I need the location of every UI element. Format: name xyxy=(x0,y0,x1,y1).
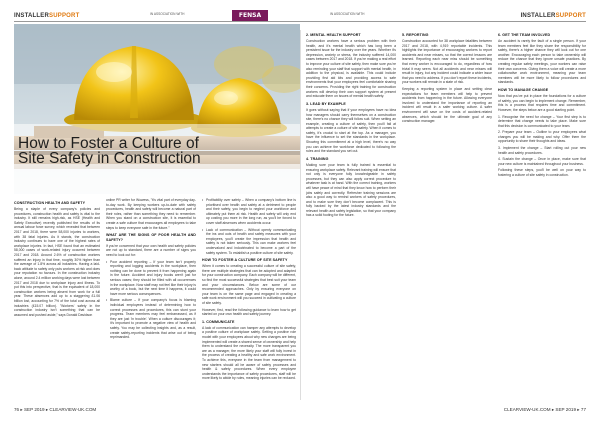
section-get-team-involved: An accident is rarely the fault of a single person. If your team members feel like they share the responsibility for safety, there's a higher chance they will look out for one another. Encouraging each person to take ownership will reduce the chance that they ignore unsafe practices. By creating regular safety meetings, your workers can raise their own concerns. Giving them a voice will create a more collaborative work environment, meaning your team members will be more likely to follow procedures and standards. xyxy=(498,39,586,85)
col1-body: Being a staple of every company's policies and procedures, construction health and safety is vital to the industry. It still remains high-risk, as HSE (Health and Safety Executive) recently published the results of its annual labour force survey, which revealed that between 2017 and 2018, there were 58,000 injuries to workers, with 38 fatal injuries. As it stands, the construction industry continues to have one of the highest rates of workplace injuries. In fact, HSE found that an estimated 58,000 cases of work-related injury occurred between 2017 and 2018. Around 2.6% of construction workers suffered an injury in that time, roughly 30% higher than the average of 1.8% across all industries. Having a laid-back attitude to safety only puts workers at risk and does your reputation no favours. In the construction industry alone, around 2.4 million working days were lost between 2017 and 2018 due to workplace injury and illness. To put this into perspective, that is the equivalent of 18,000 construction workers being absent from work for a full year. These absences add up to a staggering £1.06 billion lost, accounting for 7% of the total cost across all industries (£15.07 billion). "Workers' safety in the construction industry isn't something that can be assumed and pushed aside," says Donald Davidson xyxy=(14,207,100,317)
footer-left: 76 ▸ SEP 2019 ▸ CLEARVIEW-UK.COM xyxy=(14,407,97,412)
text-column-4 xyxy=(306,30,396,404)
section-lead-by-example: It goes without saying that if your employees have no idea how managers should carry themselves on a construction site, there's no chance they will follow suit. When setting an example, creating a culture of safety, then you'll fail at attempts to create a culture of site safety. When it comes to safety, it's crucial to start at the top. As a manager, you have the influence to set the standards in the workplace. Showing this commitment at a high level, there's no way you can achieve the workforce dedicated to following the rules and the standard you set out. xyxy=(306,107,396,154)
step-4: 4. Sustain the change – Once in place, make sure that your new culture is maintained throughout your business. xyxy=(498,157,586,166)
section-reporting: Construction accounted for 38 workplace fatalities between 2017 and 2018, with 4,919 reportable incidents. This highlights the importance of encouraging workers to report accidents and near misses, so that the correct lessons are learned. Reporting each near miss should be something that every worker is encouraged to do, regardless of how trivial it may seem. Not all accidents and near misses will result in injury, but any incident could indicate a wider issue that you need to address. If you don't report these incidents, your workers will remain in a state of risk. xyxy=(402,39,492,85)
heading-reporting: 5. REPORTING xyxy=(402,33,429,37)
signs-list xyxy=(106,260,196,340)
text-column-6 xyxy=(498,30,586,404)
gutter-rule xyxy=(300,30,301,400)
col3-b: However, first, read the following guidance to learn how to get started on your own health and safety journey. xyxy=(202,307,296,317)
section-communicate: A lack of communication can hamper any attempts to develop a positive culture of workplace safety. Setting a positive role model with your employees about why new changes are being implemented will create a shared sense of ownership and help them to understand the necessity. The more transparent you are as a manager, the more likely your staff will fully invest in the process of creating a healthy and safe work environment. To achieve this, everyone in the team from management to new starters should all be aware of safety processes and health & safety procedures. When every employee understands the importance of safety procedures, staff will be more likely to abide by rules, meaning injuries can be reduced. xyxy=(202,325,296,381)
text-column-3 xyxy=(202,198,296,404)
step-3: 3. Implement the change – Start rolling out your new health and safety procedures. xyxy=(498,146,586,155)
section-mental-health: Construction workers have a serious problem with their health, and it's mental health which has long been a persistent issue for the industry over the years. Whether it's depression, anxiety or stress, the industry suffered 14,000 cases between 2017 and 2018. If you're making a real effort to improve your culture of site safety, then make sure you're also reminding your staff that support with mental health, in addition to the physical, is available. This could include providing first aid kits and providing access to safe environments that your employees feel comfortable sharing their concerns. Providing the right training for construction workers will develop their own support system at present and educate them on issues of mental health safety. xyxy=(306,39,396,99)
hero-photo-hard-hats xyxy=(14,24,300,194)
section-manage-change: Now that you've put in place the foundations for a culture of safety, you can begin to implement change. Remember, this is a process that requires time and commitment. However, the steps below are a good starting point. xyxy=(498,94,586,112)
heading-manage-change: HOW TO MANAGE CHANGE xyxy=(498,88,549,93)
publisher-line-left: IN ASSOCIATION WITH xyxy=(150,12,185,16)
publisher-line-right: IN ASSOCIATION WITH xyxy=(330,12,365,16)
step-2: 2. Prepare your team – Outline to your employees what changes you will be making and why. Offer them the opportunity to share their thoughts and ideas. xyxy=(498,130,586,144)
header-rule-left xyxy=(14,21,300,22)
text-column-5 xyxy=(402,30,492,404)
closing-paragraph: Following these steps, you'll be well on your way to fostering a culture of site safety in construction. xyxy=(498,168,586,178)
signs-list-cont xyxy=(202,198,296,255)
fensa-logo: FENSA xyxy=(232,10,268,22)
col2-what: If you're concerned that your own health and safety policies are not up to standard, there are a number of signs you need to look out for: xyxy=(106,243,196,258)
heading-communicate: 1. COMMUNICATE xyxy=(202,319,235,324)
list-item: • Poor accident reporting – If your team isn't properly reporting and logging accidents in the workplace, then nothing can be done to prevent it from happening again in the future. Accident and injury books aren't just for serious cases; they should be filled with all occurrences in the workplace. Now staff may not feel like their injury is worthy of a book, but the next time it happens, it could have more serious consequences. xyxy=(106,260,196,297)
col3-how: When it comes to creating a successful culture of site safety, there are multiple strategies that can be adopted and adapted for your construction company. Each company will be different, so find the most successful strategies that best suit your team and your circumstances. Below are some of our recommended approaches. Only by ensuring everyone on your team is on the same page and engaged in creating a safe work environment will you succeed in cultivating a culture of site safety. xyxy=(202,264,296,305)
heading-what-signs: WHAT ARE THE SIGNS OF POOR HEALTH AND SAFETY? xyxy=(106,233,196,242)
heading-how-to-foster: HOW TO FOSTER A CULTURE OF SITE SAFETY xyxy=(202,258,288,263)
heading-get-team-involved: 6. GET THE TEAM INVOLVED xyxy=(498,33,551,37)
list-item: • Profitability over safety – When a company's bottom line is prioritised over health and safety at a detriment to people and their safety, you begin to neglect your workforce and ultimately put them at risk. Health and safety will only end up costing you more in the long run, as you'll be forced to cover staff absences when accidents occur. xyxy=(202,198,296,226)
step-1: 1. Recognise the need for change – Your first step is to determine that change needs to take place. Make sure that this decision is communicated to your team. xyxy=(498,114,586,128)
section-label-right: INSTALLERSUPPORT xyxy=(520,13,586,19)
heading-lead-by-example: 3. LEAD BY EXAMPLE xyxy=(306,101,346,106)
section-reporting-b: Keeping a reporting system in place and setting clear expectations for team members will help to prevent accidents from happening in the future. Allowing everyone involved to understand the importance of reporting an incident will result in a safer working culture. A safer environment will save on the costs of accident-related absences, which should be the ultimate goal of any construction manager. xyxy=(402,87,492,124)
heading-training: 4. TRAINING xyxy=(306,156,329,161)
section-training: Making sure your team is fully trained is essential to ensuring workplace safety. Relevant training will ensure that not only is everyone fully knowledgeable in safety processes, but they can also apply correct procedure to whatever task is at hand. With the correct training, workers will have peace of mind that they know how to perform their jobs safely and correctly. Refresher training sessions are also a good way to remind workers of safety procedures, and to make sure they don't become complacent. This is fully backed by the latest industry standards and the relevant health and safety legislation, so that your company has a solid footing for the future. xyxy=(306,162,396,218)
list-item: • Lack of communication – Without openly communicating the ins and outs of health and safety measures with your employees, you'll create the impression that health and safety is not taken seriously. This can make workers feel undervalued and indoctrinated to become a part of the safety system. To establish a positive culture of site safety. xyxy=(202,228,296,256)
article-headline: How to Foster a Culture of Site Safety in Construction xyxy=(18,135,201,167)
intro-heading: CONSTRUCTION HEALTH AND SAFETY xyxy=(14,201,86,205)
section-label-left: INSTALLERSUPPORT xyxy=(14,13,80,19)
header-rule-right xyxy=(300,21,586,22)
heading-mental-health: 2. MENTAL HEALTH SUPPORT xyxy=(306,33,361,37)
list-item: • Blame culture – If your company's focus is blaming individual employees instead of determining how to correct processes and procedures, this can stunt your progress. Team members may feel embarrassed, as if they are just 'in trouble'. When a culture discourages it; it's important to promote a negative view of health and safety. You may be collecting insights and, as a result, create safety-reporting incidents that arise out of being reprimanded. xyxy=(106,298,196,339)
col2-intro: online PR writer for Wowess, "it's vital part of everyday day-to-day work. By keeping workers up-to-date with safety procedures, health and safety will become a natural part of their roles, rather than something they need to remember. When you stand on a construction site, it is essential to create a safe culture that encourages all employees to take steps to keep everyone safe in the future." xyxy=(106,198,196,230)
text-column-2 xyxy=(106,198,196,404)
text-column-1 xyxy=(14,198,100,404)
footer-right: CLEARVIEW-UK.COM ▸ SEP 2019 ▸ 77 xyxy=(503,407,586,412)
